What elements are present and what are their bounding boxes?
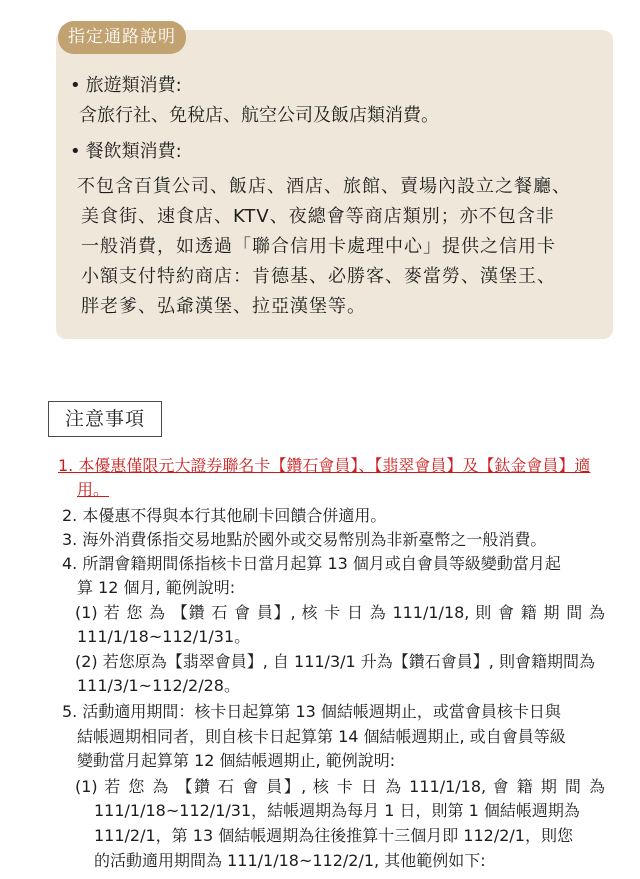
note-4-example-1-line-2: 111/1/18~112/1/31。 bbox=[77, 627, 251, 646]
dining-line: 不包含百貨公司、飯店、酒店、旅館、賣場內設立之餐廳、 bbox=[77, 176, 571, 197]
travel-category-description: 含旅行社、免稅店、航空公司及飯店類消費。 bbox=[79, 105, 439, 126]
note-5-example-1-line-2: 111/1/18~112/1/31，結帳週期為每月 1 日，則第 1 個結帳週期為 bbox=[94, 801, 580, 820]
note-4-example-2-line-2: 111/3/1~112/2/28。 bbox=[77, 676, 240, 695]
travel-category-heading: • 旅遊類消費: bbox=[70, 75, 182, 96]
notes-title: 注意事項 bbox=[48, 401, 162, 437]
note-5-line-1: 5. 活動適用期間：核卡日起算第 13 個結帳週期止，或當會員核卡日與 bbox=[62, 702, 561, 721]
note-2: 2. 本優惠不得與本行其他刷卡回饋合併適用。 bbox=[62, 506, 387, 525]
note-5-example-1-line-1: (1) 若 您 為 【鑽 石 會 員】, 核 卡 日 為 111/1/18, 會 籍 期 間 為 bbox=[75, 777, 605, 796]
bullet-icon: • bbox=[70, 141, 81, 162]
note-5-line-3: 變動當月起算第 12 個結帳週期止, 範例說明: bbox=[77, 751, 396, 770]
bullet-icon: • bbox=[70, 75, 81, 96]
note-5-line-2: 結帳週期相同者，則自核卡日起算第 14 個結帳週期止, 或自會員等級 bbox=[77, 727, 566, 746]
dining-category-heading: • 餐飲類消費: bbox=[70, 141, 182, 162]
note-3: 3. 海外消費係指交易地點於國外或交易幣別為非新臺幣之一般消費。 bbox=[62, 530, 547, 549]
note-4-example-1-line-1: (1) 若 您 為 【鑽 石 會 員】, 核 卡 日 為 111/1/18, 則 會 籍 期 間 為 bbox=[75, 603, 605, 622]
note-4-example-2-line-1: (2) 若您原為【翡翠會員】, 自 111/3/1 升為【鑽石會員】, 則會籍期間為 bbox=[75, 652, 595, 671]
dining-line: 胖老爹、弘爺漢堡、拉亞漢堡等。 bbox=[81, 296, 366, 317]
dining-line: 美食街、速食店、KTV、夜總會等商店類別；亦不包含非 bbox=[81, 206, 555, 227]
note-1-line-1: 1. 本優惠僅限元大證券聯名卡【鑽石會員】、【翡翠會員】及【鈦金會員】適 bbox=[58, 456, 591, 475]
note-4-line-1: 4. 所謂會籍期間係指核卡日當月起算 13 個月或自會員等級變動當月起 bbox=[62, 554, 561, 573]
section-tag: 指定通路說明 bbox=[58, 21, 186, 54]
note-1-line-2: 用。 bbox=[77, 480, 110, 499]
note-5-example-1-line-3: 111/2/1，第 13 個結帳週期為往後推算十三個月即 112/2/1，則您 bbox=[94, 826, 573, 845]
dining-line: 一般消費，如透過「聯合信用卡處理中心」提供之信用卡 bbox=[81, 236, 556, 257]
dining-category-description bbox=[77, 172, 605, 322]
note-5-example-1-line-4: 的活動適用期間為 111/1/18~112/2/1, 其他範例如下: bbox=[94, 851, 486, 870]
note-4-line-2: 算 12 個月, 範例說明: bbox=[77, 578, 236, 597]
dining-line: 小額支付特約商店：肯德基、必勝客、麥當勞、漢堡王、 bbox=[81, 266, 556, 287]
